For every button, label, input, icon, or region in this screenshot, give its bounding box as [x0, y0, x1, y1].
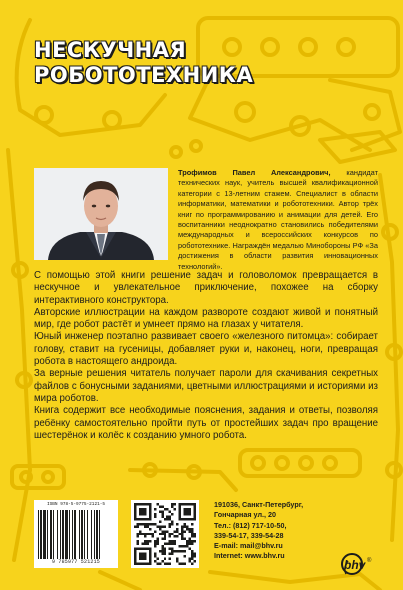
- publisher-address-line-1: 191036, Санкт-Петербург,: [214, 500, 304, 509]
- bhv-logo: [340, 552, 374, 578]
- qr-code: [131, 500, 199, 568]
- author-bio-text: кандидат технических наук, учитель высшей квалификационной категории с 13-летним стажем. Специалист в области информатики, математики и робототехники. Автор трёх книг по программированию и анимации для детей. Его воспитанники неоднократно становились победителями международных и всероссийских конкурсов по робототехнике. Награждён медалью Минобороны РФ «За достижения в области развития инновационных технологий».: [178, 168, 378, 271]
- book-title-line-1: НЕСКУЧНАЯ: [34, 38, 187, 62]
- book-description: [34, 270, 378, 442]
- barcode-bars: [37, 510, 115, 559]
- isbn-barcode: [34, 500, 118, 568]
- author-bio: [178, 168, 378, 272]
- author-name: Трофимов Павел Александрович,: [178, 168, 331, 177]
- bhv-logo-mark: [340, 552, 374, 578]
- description-paragraph: Авторские иллюстрации на каждом развороте создают живой и понятный мир, где робот растёт и умнеет прямо на глазах у читателя.: [34, 306, 378, 331]
- description-paragraph: За верные решения читатель получает пароли для скачивания секретных файлов с бонусными заданиями, цветными иллюстрациями и историями из мира роботов.: [34, 368, 378, 404]
- description-paragraph: Юный инженер поэтапно развивает своего «железного питомца»: собирает голову, ставит на гусеницы, добавляет руки и, наконец, ноги, превращая робота в настоящего андроида.: [34, 331, 378, 368]
- isbn-label: ISBN 978-5-9775-2121-5: [47, 502, 105, 507]
- registered-mark: ®: [367, 558, 372, 564]
- description-paragraph: Книга содержит все необходимые пояснения, задания и ответы, позволяя ребёнку самостоятельно пройти путь от простейших задач про вращение шестерёнок и колёс к созданию умного робота.: [34, 405, 378, 441]
- book-title: [34, 38, 253, 88]
- publisher-website: Internet: www.bhv.ru: [214, 551, 285, 561]
- author-portrait-image: [34, 168, 168, 260]
- qr-code-matrix: [134, 503, 196, 565]
- publisher-phone-line-2: 339-54-17, 339-54-28: [214, 530, 284, 540]
- book-title-line-2: РОБОТОТЕХНИКА: [34, 63, 254, 87]
- publisher-contacts: [214, 500, 332, 562]
- publisher-address-line-2: Гончарная ул., 20: [214, 510, 276, 520]
- description-paragraph: С помощью этой книги решение задач и головоломок превращается в нескучное и увлекательное приключение, похожее на сборку интерактивного конструктора.: [34, 270, 378, 306]
- author-photo: [34, 168, 168, 260]
- publisher-email: E-mail: mail@bhv.ru: [214, 541, 283, 551]
- publisher-phone-line-1: Тел.: (812) 717-10-50,: [214, 520, 287, 530]
- barcode-digits: 9 785977 521215: [51, 559, 100, 565]
- bhv-logo-text: bhv: [344, 558, 366, 572]
